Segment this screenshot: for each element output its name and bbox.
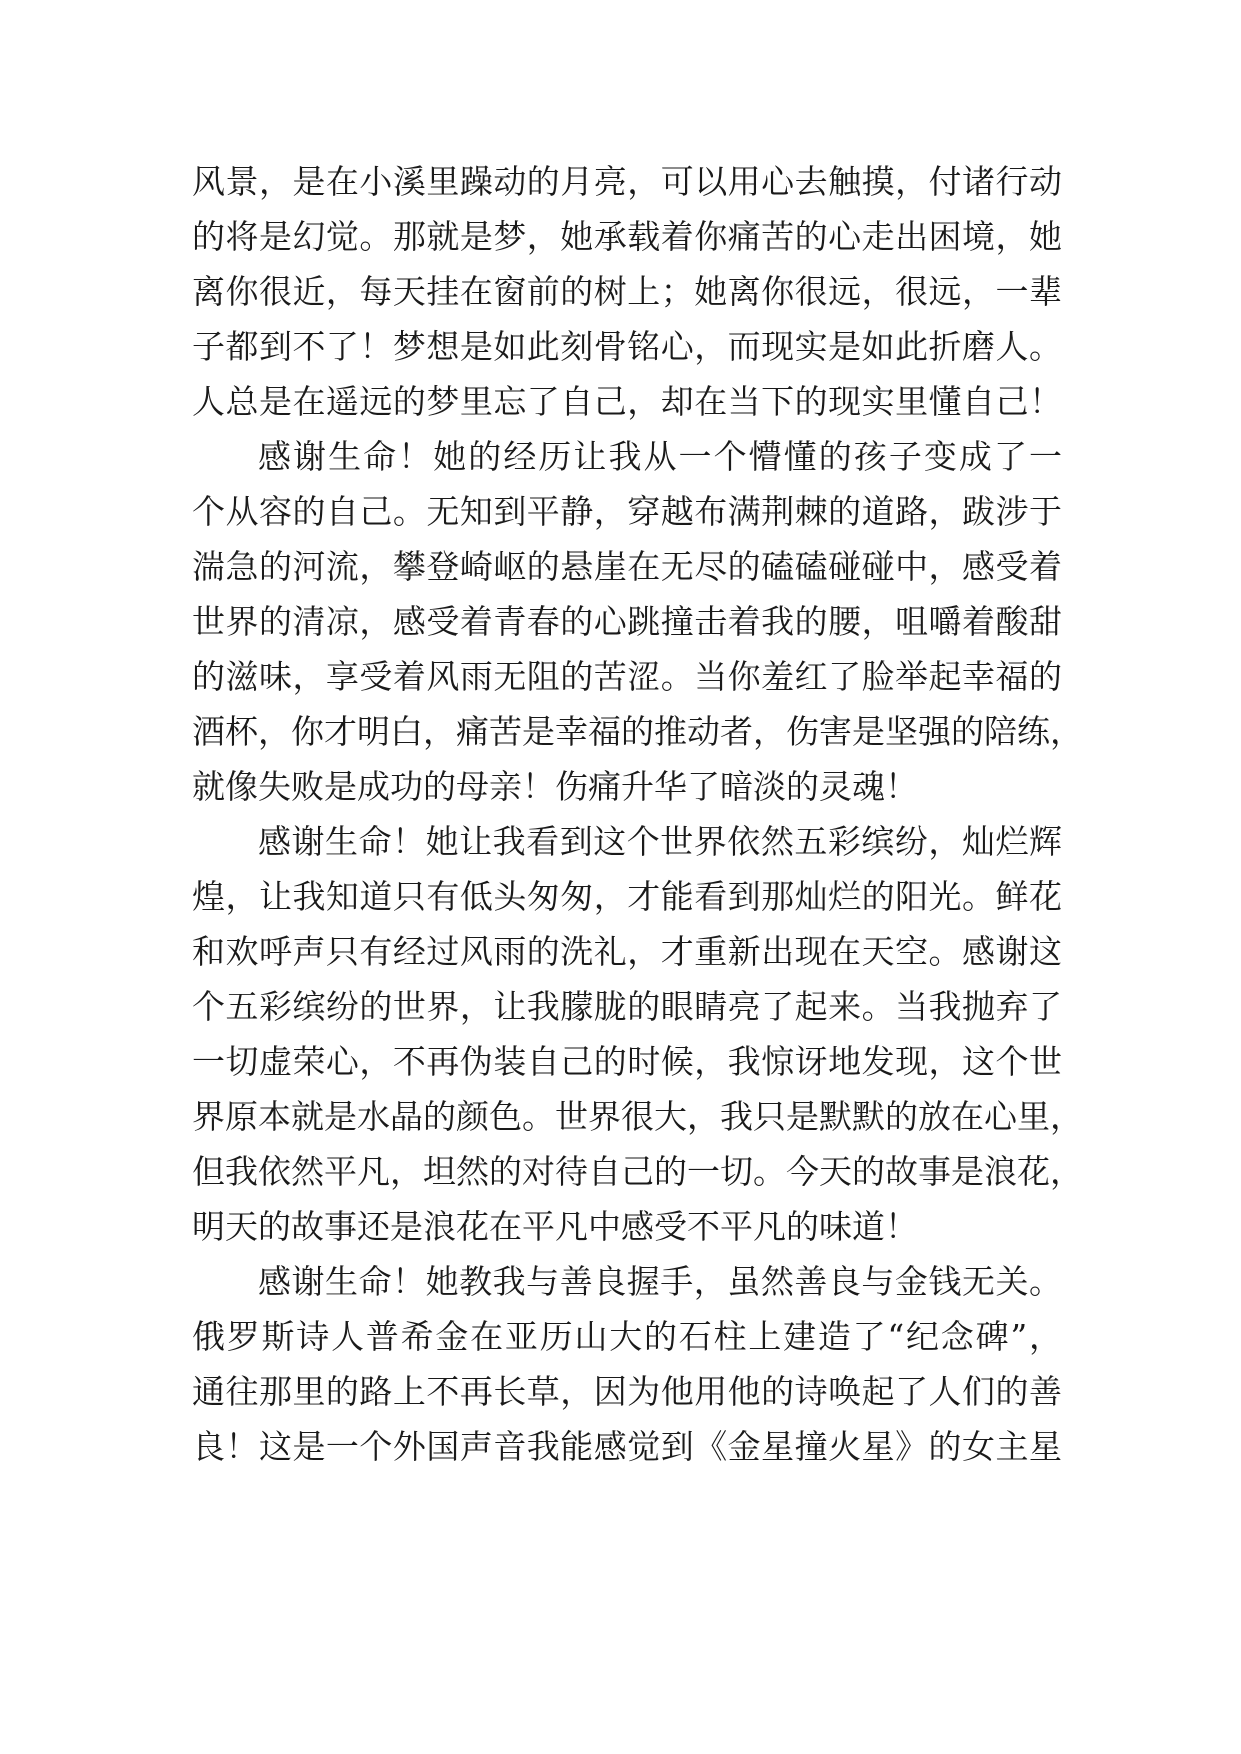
text-line: 的滋味，享受着风雨无阻的苦涩。当你羞红了脸举起幸福的 <box>192 657 1062 696</box>
text-line: 界原本就是水晶的颜色。世界很大，我只是默默的放在心里， <box>192 1097 1083 1136</box>
paragraph-first-line: 感谢生命！她让我看到这个世界依然五彩缤纷，灿烂辉 <box>258 822 1062 861</box>
text-line: 离你很近，每天挂在窗前的树上；她离你很远，很远，一辈 <box>192 272 1062 311</box>
paragraph-last-line: 明天的故事还是浪花在平凡中感受不平凡的味道！ <box>192 1207 918 1246</box>
body-text <box>192 154 1083 1474</box>
paragraph-last-line: 就像失败是成功的母亲！伤痛升华了暗淡的灵魂！ <box>192 767 918 806</box>
text-line: 和欢呼声只有经过风雨的洗礼，才重新出现在天空。感谢这 <box>192 932 1062 971</box>
text-line: 一切虚荣心，不再伪装自己的时候，我惊讶地发现，这个世 <box>192 1042 1062 1081</box>
text-line: 良！这是一个外国声音我能感觉到《金星撞火星》的女主星 <box>192 1427 1062 1466</box>
text-line: 个五彩缤纷的世界，让我朦胧的眼睛亮了起来。当我抛弃了 <box>192 987 1062 1026</box>
text-line: 湍急的河流，攀登崎岖的悬崖在无尽的磕磕碰碰中，感受着 <box>192 547 1062 586</box>
text-line: 子都到不了！梦想是如此刻骨铭心，而现实是如此折磨人。 <box>192 327 1062 366</box>
text-line: 人总是在遥远的梦里忘了自己，却在当下的现实里懂自己！ <box>192 382 1062 421</box>
text-line: 世界的清凉，感受着青春的心跳撞击着我的腰，咀嚼着酸甜 <box>192 602 1062 641</box>
text-line: 风景，是在小溪里躁动的月亮，可以用心去触摸，付诸行动 <box>192 162 1062 201</box>
text-line: 俄罗斯诗人普希金在亚历山大的石柱上建造了“纪念碑”， <box>192 1317 1062 1356</box>
text-line: 的将是幻觉。那就是梦，她承载着你痛苦的心走出困境，她 <box>192 217 1062 256</box>
text-line: 个从容的自己。无知到平静，穿越布满荆棘的道路，跋涉于 <box>192 492 1062 531</box>
text-line: 酒杯，你才明白，痛苦是幸福的推动者，伤害是坚强的陪练， <box>192 712 1083 751</box>
text-line: 通往那里的路上不再长草，因为他用他的诗唤起了人们的善 <box>192 1372 1062 1411</box>
paragraph-first-line: 感谢生命！她教我与善良握手，虽然善良与金钱无关。 <box>258 1262 1062 1301</box>
paragraph-first-line: 感谢生命！她的经历让我从一个懵懂的孩子变成了一 <box>258 437 1062 476</box>
text-line: 但我依然平凡，坦然的对待自己的一切。今天的故事是浪花， <box>192 1152 1083 1191</box>
text-line: 煌，让我知道只有低头匆匆，才能看到那灿烂的阳光。鲜花 <box>192 877 1062 916</box>
